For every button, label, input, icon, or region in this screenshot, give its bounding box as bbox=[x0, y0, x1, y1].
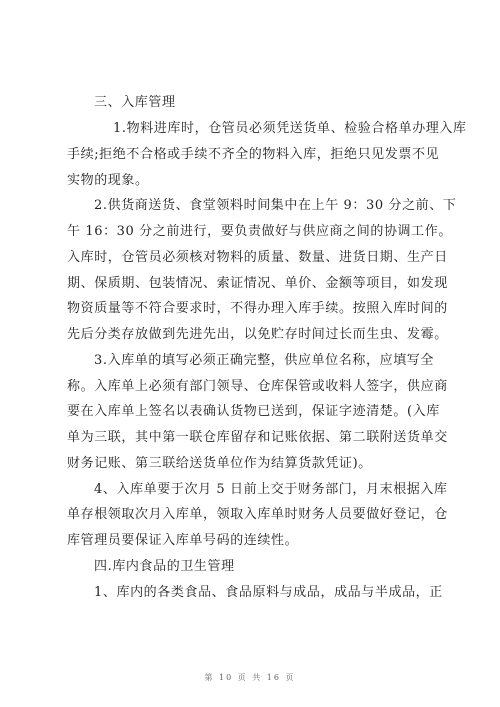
paragraph-1-line-1: 1.物料进库时，仓管员必须凭送货单、检验合格单办理入库 bbox=[113, 121, 467, 136]
paragraph-1-line-3: 实物的现象。 bbox=[67, 173, 149, 188]
paragraph-2-line-4: 期、保质期、包装情况、索证情况、单价、金额等项目，如发现 bbox=[67, 276, 448, 291]
paragraph-2-line-6: 先后分类存放做到先进先出，以免贮存时间过长而生虫、发霉。 bbox=[67, 327, 448, 342]
paragraph-5-line-1: 1、库内的各类食品、食品原料与成品，成品与半成品，正 bbox=[94, 585, 443, 600]
page-number-footer: 第 10 页 共 16 页 bbox=[204, 673, 296, 682]
paragraph-4-line-3: 库管理员要保证入库单号码的连续性。 bbox=[67, 533, 299, 548]
section-heading-inbound-management: 三、入库管理 bbox=[94, 95, 176, 110]
paragraph-3-line-3: 要在入库单上签名以表确认货物已送到，保证字迹清楚。(入库 bbox=[67, 404, 440, 419]
paragraph-3-line-2: 称。入库单上必须有部门领导、仓库保管或收料人签字，供应商 bbox=[67, 379, 448, 394]
paragraph-3-line-1: 3.入库单的填写必须正确完整，供应单位名称，应填写全 bbox=[94, 353, 435, 368]
paragraph-2-line-2: 午 16：30 分之前进行，要负责做好与供应商之间的协调工作。 bbox=[67, 224, 452, 239]
paragraph-2-line-5: 物资质量等不符合要求时，不得办理入库手续。按照入库时间的 bbox=[67, 301, 448, 316]
paragraph-2-line-3: 入库时，仓管员必须核对物料的质量、数量、进货日期、生产日 bbox=[67, 250, 448, 265]
paragraph-4-line-2: 单存根领取次月入库单，领取入库单时财务人员要做好登记，仓 bbox=[67, 507, 448, 522]
section-heading-food-hygiene: 四.库内食品的卫生管理 bbox=[94, 559, 235, 574]
paragraph-4-line-1: 4、入库单要于次月 5 日前上交于财务部门，月末根据入库 bbox=[94, 482, 448, 497]
paragraph-3-line-4: 单为三联，其中第一联仓库留存和记账依据、第二联附送货单交 bbox=[67, 430, 448, 445]
paragraph-1-line-2: 手续;拒绝不合格或手续不齐全的物料入库，拒绝只见发票不见 bbox=[67, 147, 440, 162]
paragraph-3-line-5: 财务记账、第三联给送货单位作为结算货款凭证)。 bbox=[67, 456, 372, 471]
paragraph-2-line-1: 2.供货商送货、食堂领料时间集中在上午 9：30 分之前、下 bbox=[94, 198, 457, 213]
